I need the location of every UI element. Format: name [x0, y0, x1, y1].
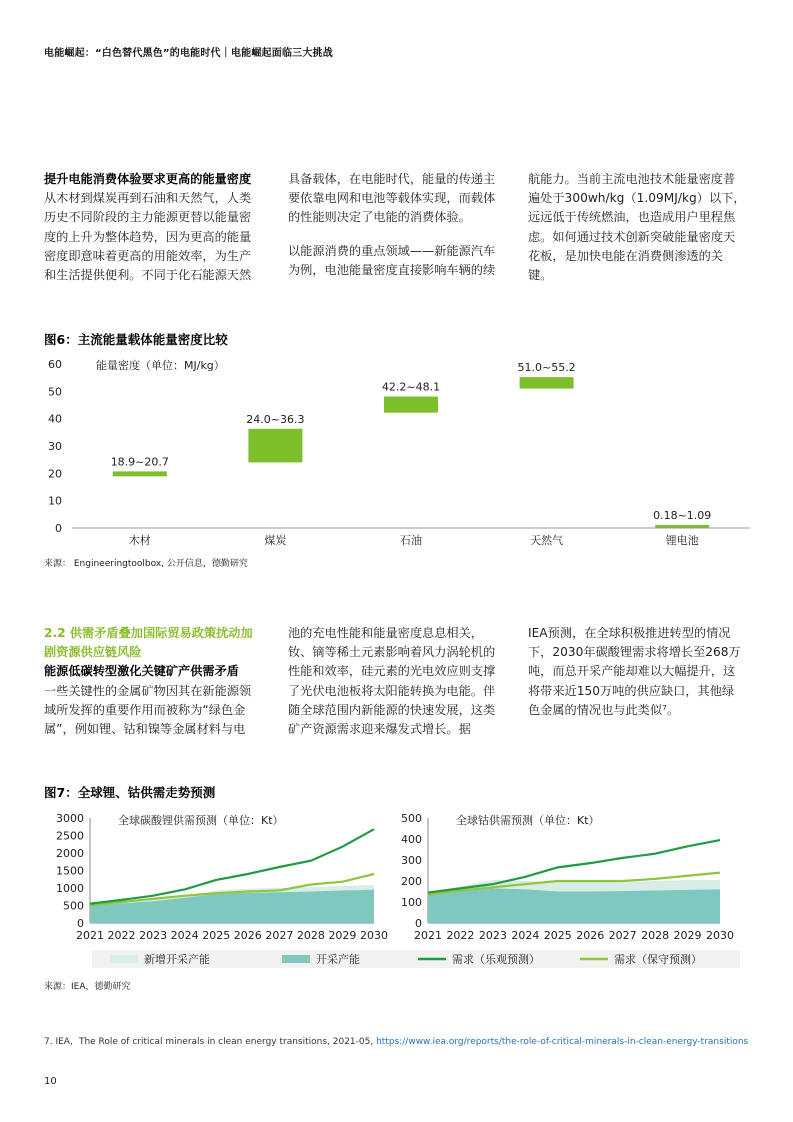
lithium-x-tick-label: 2029 [328, 929, 357, 942]
section1-column-3 [528, 170, 746, 285]
lithium-x-tick-label: 2028 [296, 929, 325, 942]
figure6-data-label: 18.9~20.7 [110, 455, 169, 469]
figure6-y-tick-label: 30 [48, 440, 62, 453]
cobalt-x-tick-label: 2021 [414, 929, 442, 942]
figure7-title: 图7：全球锂、钴供需走势预测 [44, 785, 216, 800]
figure6-y-tick-label: 10 [48, 494, 62, 508]
legend-label-demand-optimistic: 需求（乐观预测） [452, 953, 540, 966]
section2-col1-text: 一些关键性的金属矿物因其在新能源领域所发挥的重要作用而被称为“绿色金属”，例如锂、钴和镍等金属材料与电 [44, 683, 252, 737]
cobalt-x-tick-label: 2027 [608, 929, 637, 942]
lithium-x-tick-label: 2022 [107, 929, 136, 942]
section2-col3-text: IEA预测，在全球积极推进转型的情况下，2030年碳酸锂需求将增长至268万吨，而总开采产能却难以大幅提升，这将带来近150万吨的供应缺口，其他绿色金属的情况也与此类似⁷。 [528, 626, 741, 717]
lithium-x-tick-label: 2023 [139, 929, 168, 942]
lithium-chart-title: 全球碳酸锂供需预测（单位：Kt） [118, 814, 284, 827]
legend-swatch-capacity [282, 955, 310, 963]
cobalt-x-tick-label: 2025 [543, 929, 572, 942]
figure6-y-tick-label: 40 [48, 412, 62, 426]
section1-col2-text-2: 以能源消费的重点领域——新能源汽车为例，电池能量密度直接影响车辆的续 [288, 243, 496, 277]
section1-column-2 [288, 170, 506, 280]
lithium-y-tick-label: 1000 [56, 882, 84, 895]
lithium-y-tick-label: 2500 [56, 829, 84, 843]
figure6-bar [520, 377, 574, 388]
figure6-data-label: 42.2~48.1 [381, 380, 441, 394]
footnote-7 [44, 1034, 748, 1047]
figure6-category-label: 木材 [128, 534, 151, 547]
lithium-y-tick-label: 3000 [56, 812, 84, 825]
section1-col2-text-1: 具备载体，在电能时代，能量的传递主要依靠电网和电池等载体实现，而载体的性能则决定了电能的消费体验。 [288, 172, 496, 225]
cobalt-x-tick-label: 2024 [511, 929, 540, 942]
lithium-y-tick-label: 2000 [56, 847, 84, 860]
figure6-bar [113, 471, 167, 476]
figure6-category-label: 石油 [400, 534, 422, 547]
figure6-data-label: 51.0~55.2 [517, 361, 576, 375]
lithium-x-tick-label: 2026 [233, 929, 262, 942]
figure6-y-axis-label: 能量密度（单位：MJ/kg） [96, 359, 225, 372]
lithium-y-tick-label: 500 [63, 899, 84, 913]
section1-heading: 提升电能消费体验要求更高的能量密度 [44, 172, 252, 186]
section2-column-1 [44, 624, 262, 739]
figure6-source: 来源： Engineeringtoolbox, 公开信息，德勤研究 [44, 559, 248, 569]
lithium-x-tick-label: 2027 [265, 929, 294, 942]
cobalt-x-tick-label: 2022 [446, 929, 475, 942]
lithium-y-tick-label: 1500 [56, 864, 84, 878]
cobalt-y-tick-label: 500 [401, 812, 422, 825]
section1-col3-text: 航能力。当前主流电池技术能量密度普遍处于300wh/kg（1.09MJ/kg）以下，远远低于传统燃油，也造成用户里程焦虑。如何通过技术创新突破能量密度天花板，是加快电能在消费侧渗透的关键。 [528, 172, 746, 283]
footnote-text: 7. IEA，The Role of critical minerals in clean energy transitions, 2021-05, [44, 1037, 377, 1047]
cobalt-x-tick-label: 2026 [576, 929, 605, 942]
figure7-source: 来源：IEA，德勤研究 [44, 982, 131, 992]
figure6-data-label: 24.0~36.3 [246, 412, 305, 426]
legend-label-demand-conservative: 需求（保守预测） [614, 953, 702, 966]
section2-heading: 2.2 供需矛盾叠加国际贸易政策扰动加剧资源供应链风险 [44, 626, 253, 660]
section2-column-2 [288, 624, 506, 739]
figure6-bar [384, 397, 438, 413]
lithium-x-tick-label: 2025 [202, 929, 231, 942]
running-header: 电能崛起：“白色替代黑色”的电能时代｜电能崛起面临三大挑战 [44, 48, 333, 59]
cobalt-y-tick-label: 200 [401, 875, 422, 888]
legend-label-new-capacity: 新增开采产能 [144, 953, 210, 966]
cobalt-x-tick-label: 2030 [706, 929, 734, 942]
cobalt-x-tick-label: 2028 [641, 929, 670, 942]
section2-subheading: 能源低碳转型激化关键矿产供需矛盾 [44, 664, 239, 679]
footnote-link[interactable]: https://www.iea.org/reports/the-role-of-critical-minerals-in-clean-energy-transitions [376, 1037, 749, 1047]
figure6-category-label: 天然气 [530, 534, 564, 547]
cobalt-y-tick-label: 300 [401, 854, 422, 867]
figure6-y-tick-label: 60 [48, 358, 62, 371]
section2-col2-text: 池的充电性能和能量密度息息相关，钕、镝等稀土元素影响着风力涡轮机的性能和效率，硅元素的光电效应则支撑了光伏电池板将太阳能转换为电能。伴随全球范围内新能源的快速发展，这类矿产资源需求迎来爆发式增长。据 [288, 626, 496, 737]
page-number: 10 [44, 1076, 57, 1087]
figure6-bar-chart [0, 350, 793, 550]
figure6-data-label: 0.18~1.09 [653, 509, 712, 523]
legend-swatch-new-capacity [110, 955, 138, 963]
figure6-bar [248, 429, 302, 463]
figure6-y-tick-label: 20 [48, 467, 62, 481]
figure6-bar [655, 525, 709, 528]
cobalt-x-tick-label: 2023 [478, 929, 507, 942]
figure6-category-label: 煤炭 [264, 534, 287, 547]
cobalt-chart-title: 全球钴供需预测（单位：Kt） [456, 814, 600, 827]
cobalt-y-tick-label: 100 [401, 896, 422, 909]
section1-column-1 [44, 170, 262, 285]
lithium-area-capacity [90, 890, 374, 923]
figure6-title: 图6：主流能量载体能量密度比较 [44, 332, 228, 347]
lithium-y-tick-label: 0 [77, 917, 84, 930]
section2-column-3 [528, 624, 746, 720]
figure6-y-tick-label: 0 [55, 522, 62, 535]
legend-label-capacity: 开采产能 [316, 953, 360, 966]
cobalt-area-capacity [428, 888, 720, 923]
section1-col1-text: 从木材到煤炭再到石油和天然气，人类历史不同阶段的主力能源更替以能量密度的上升为整体趋势，因为更高的能量密度即意味着更高的用能效率，为生产和生活提供便利。不同于化石能源天然 [44, 191, 252, 283]
cobalt-y-tick-label: 400 [401, 833, 422, 846]
lithium-x-tick-label: 2024 [170, 929, 199, 942]
cobalt-y-tick-label: 0 [415, 917, 422, 930]
lithium-x-tick-label: 2021 [76, 929, 104, 942]
figure6-category-label: 锂电池 [665, 534, 699, 547]
figure6-y-tick-label: 50 [48, 385, 62, 399]
cobalt-x-tick-label: 2029 [673, 929, 702, 942]
figure7-charts [0, 800, 793, 975]
lithium-x-tick-label: 2030 [360, 929, 388, 942]
